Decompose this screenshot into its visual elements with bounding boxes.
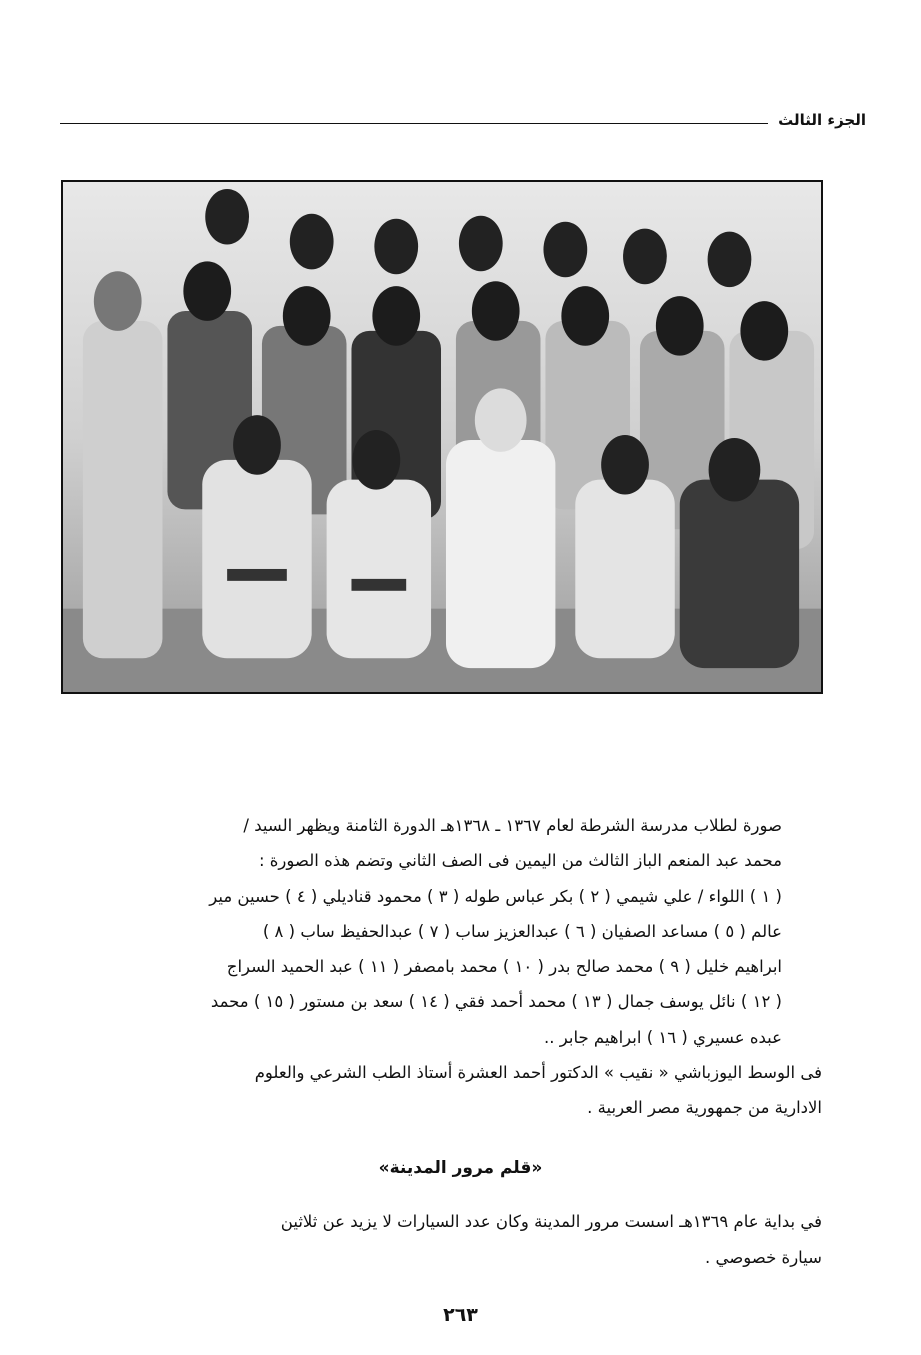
center-note-line: فى الوسط اليوزباشي « نقيب » الدكتور أحمد العشرة أستاذ الطب الشرعي والعلوم xyxy=(254,1063,822,1083)
caption-line: عبده عسيري ( ١٦ ) ابراهيم جابر .. xyxy=(544,1027,782,1047)
group-photo xyxy=(61,180,823,694)
caption-paragraph xyxy=(70,808,822,1055)
section-heading: «قلم مرور المدينة» xyxy=(378,1158,543,1178)
caption-line: محمد عبد المنعم الباز الثالث من اليمين فى الصف الثاني وتضم هذه الصورة : xyxy=(258,851,782,871)
section-paragraph xyxy=(70,1204,822,1276)
center-note-line: الادارية من جمهورية مصر العربية . xyxy=(587,1098,822,1118)
running-title: الجزء الثالث xyxy=(778,111,866,129)
caption-line: عالم ( ٥ ) مساعد الصفيان ( ٦ ) عبدالعزيز ساب ( ٧ ) عبدالحفيظ ساب ( ٨ ) xyxy=(262,921,782,941)
caption-line: صورة لطلاب مدرسة الشرطة لعام ١٣٦٧ ـ ١٣٦٨هـ الدورة الثامنة ويظهر السيد / xyxy=(243,816,782,835)
center-note-paragraph xyxy=(70,1055,822,1126)
running-header xyxy=(60,100,866,130)
caption-line: ( ١ ) اللواء / علي شيمي ( ٢ ) بكر عباس طوله ( ٣ ) محمود قناديلي ( ٤ ) حسين مير xyxy=(209,886,782,906)
section-line: سيارة خصوصي . xyxy=(705,1248,822,1267)
section-line: في بداية عام ١٣٦٩هـ اسست مرور المدينة وكان عدد السيارات لا يزيد عن ثلاثين xyxy=(280,1212,822,1231)
photo-caption xyxy=(70,808,822,1126)
caption-line: ابراهيم خليل ( ٩ ) محمد صالح بدر ( ١٠ ) محمد بامصفر ( ١١ ) عبد الحميد السراج xyxy=(226,957,782,977)
page-number: ٢٦٣ xyxy=(443,1304,478,1326)
group-photo-icon xyxy=(63,182,821,692)
header-rule xyxy=(60,123,768,124)
caption-line: ( ١٢ ) نائل يوسف جمال ( ١٣ ) محمد أحمد فقي ( ١٤ ) سعد بن مستور ( ١٥ ) محمد xyxy=(210,992,782,1012)
